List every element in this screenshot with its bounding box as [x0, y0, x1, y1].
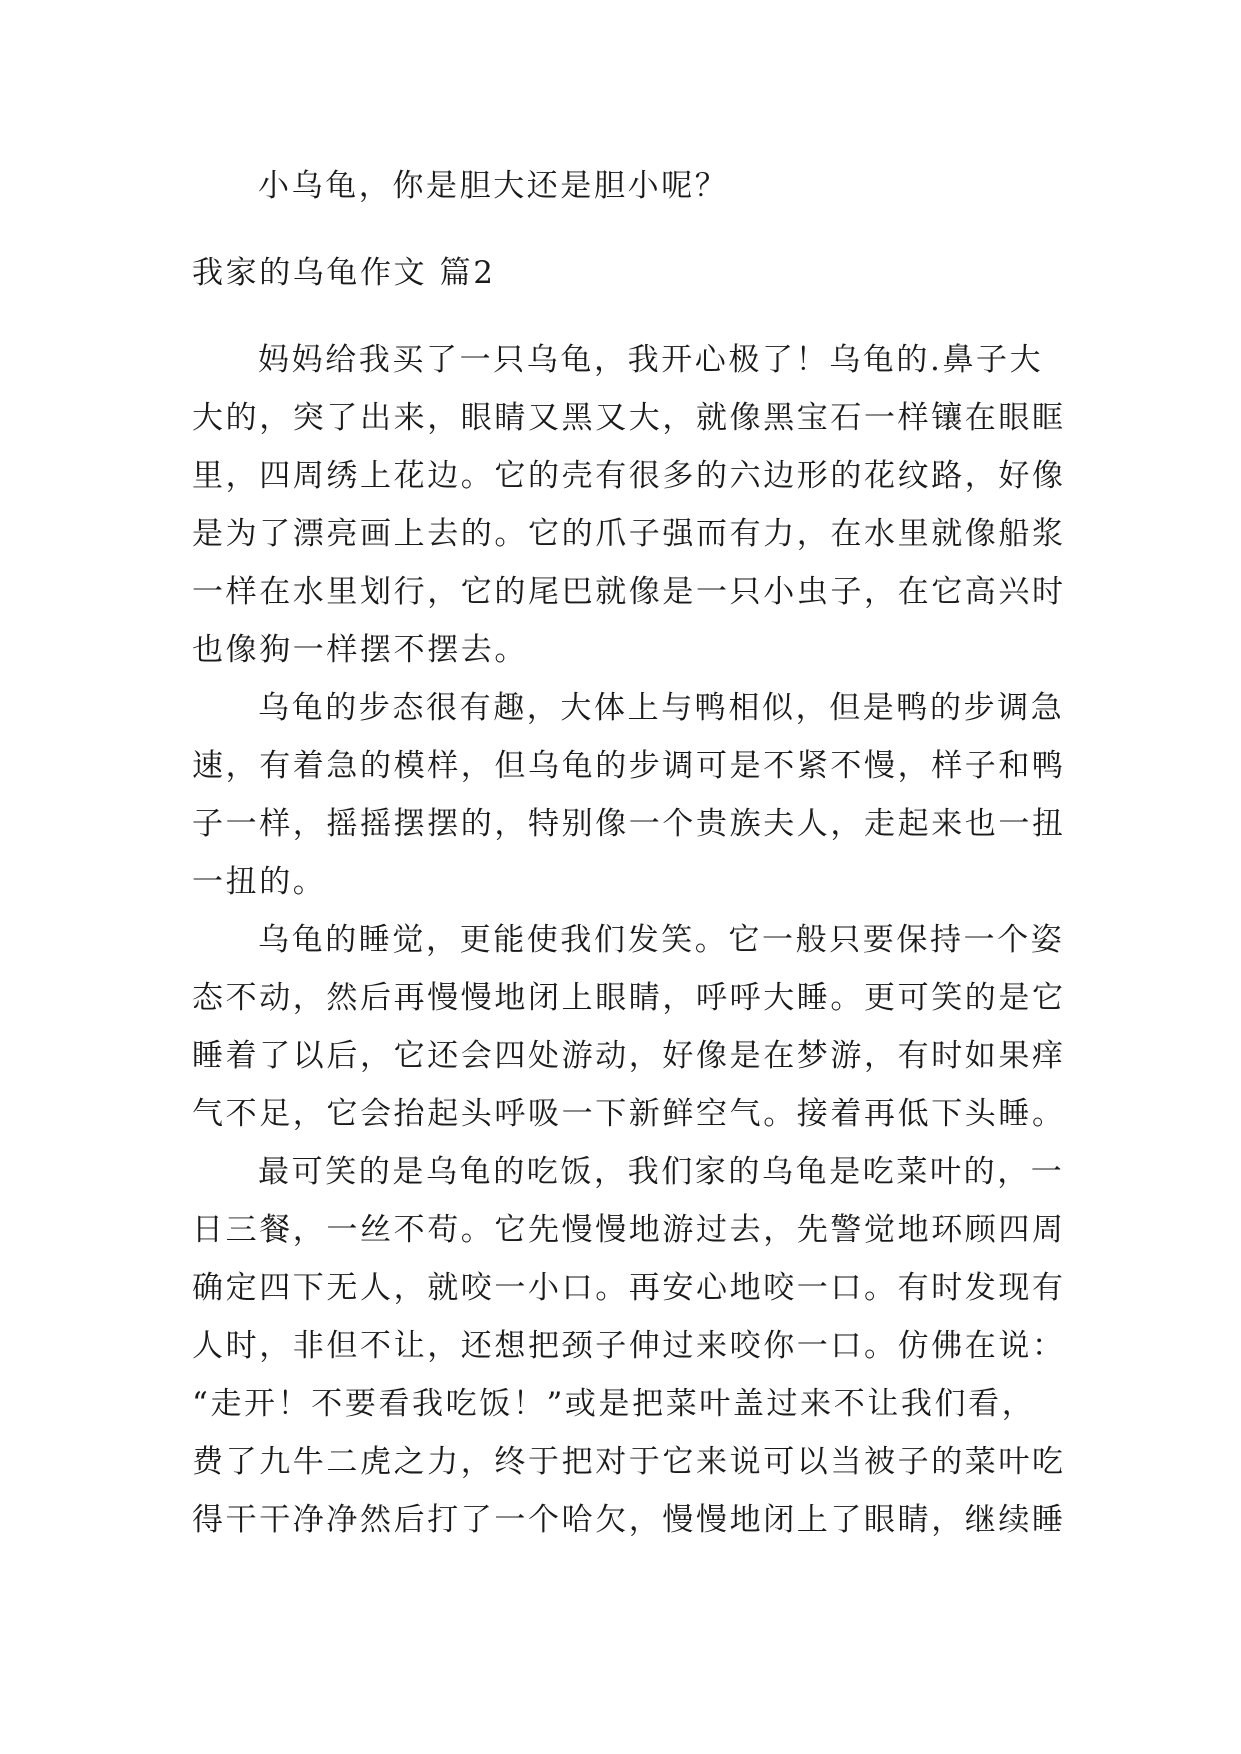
paragraph-line: 子一样，摇摇摆摆的，特别像一个贵族夫人，走起来也一扭 — [192, 806, 1066, 842]
paragraph-line: 态不动，然后再慢慢地闭上眼睛，呼呼大睡。更可笑的是它 — [192, 980, 1066, 1016]
paragraph-line: 一样在水里划行，它的尾巴就像是一只小虫子，在它高兴时 — [192, 574, 1066, 610]
paragraph-line: 大的，突了出来，眼睛又黑又大，就像黑宝石一样镶在眼眶 — [192, 400, 1066, 436]
paragraph-line: 一扭的。 — [192, 864, 327, 900]
paragraph-line: 日三餐，一丝不苟。它先慢慢地游过去，先警觉地环顾四周 — [192, 1212, 1066, 1248]
section-heading: 我家的乌龟作文 篇2 — [192, 255, 496, 291]
paragraph-line: 确定四下无人，就咬一小口。再安心地咬一口。有时发现有 — [192, 1270, 1066, 1306]
paragraph-line: 费了九牛二虎之力，终于把对于它来说可以当被子的菜叶吃 — [192, 1444, 1066, 1480]
paragraph-line: 最可笑的是乌龟的吃饭，我们家的乌龟是吃菜叶的，一 — [258, 1154, 1065, 1190]
paragraph-line: 是为了漂亮画上去的。它的爪子强而有力，在水里就像船浆 — [192, 516, 1066, 552]
paragraph-line: 里，四周绣上花边。它的壳有很多的六边形的花纹路，好像 — [192, 458, 1066, 494]
paragraph-line: 乌龟的睡觉，更能使我们发笑。它一般只要保持一个姿 — [258, 922, 1065, 958]
paragraph-line: 乌龟的步态很有趣，大体上与鸭相似，但是鸭的步调急 — [258, 690, 1065, 726]
paragraph-line: 也像狗一样摆不摆去。 — [192, 632, 528, 668]
paragraph-line: 小乌龟，你是胆大还是胆小呢？ — [258, 168, 729, 204]
paragraph-line: 得干干净净然后打了一个哈欠，慢慢地闭上了眼睛，继续睡 — [192, 1502, 1066, 1538]
paragraph-line: 妈妈给我买了一只乌龟，我开心极了！乌龟的.鼻子大 — [258, 342, 1044, 378]
paragraph-line: 人时，非但不让，还想把颈子伸过来咬你一口。仿佛在说： — [192, 1328, 1066, 1364]
paragraph-line: “走开！不要看我吃饭！”或是把菜叶盖过来不让我们看， — [192, 1386, 1036, 1422]
paragraph-line: 睡着了以后，它还会四处游动，好像是在梦游，有时如果痒 — [192, 1038, 1066, 1074]
paragraph-line: 气不足，它会抬起头呼吸一下新鲜空气。接着再低下头睡。 — [192, 1096, 1066, 1132]
paragraph-line: 速，有着急的模样，但乌龟的步调可是不紧不慢，样子和鸭 — [192, 748, 1066, 784]
